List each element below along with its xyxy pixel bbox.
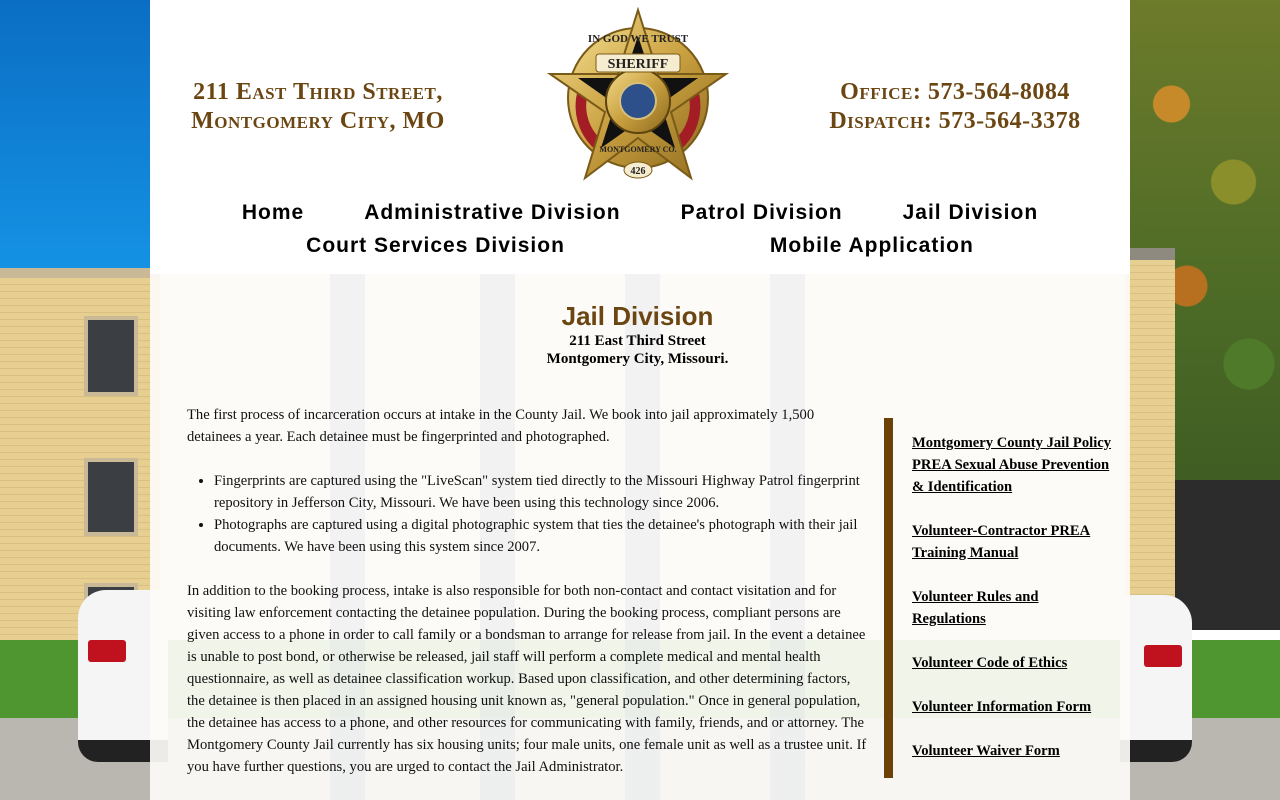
nav-row-2 xyxy=(150,229,1130,262)
nav-mobile-application[interactable]: Mobile Application xyxy=(769,234,974,257)
article-body xyxy=(187,404,867,778)
body-paragraph: In addition to the booking process, intake is also responsible for both non-contact and contact visitation and for visiting law enforcement contacting the detainee population. During the booking process, compliant persons are given access to a phone in order to call family or a bondsman to arrange for release from jail. In the event a detainee is unable to post bond, or otherwise be released, jail staff will perform a complete medical and mental health questionnaire, as well as detainee classification workup. Based upon classification, and other determining factors, the detainee is then placed in an assigned housing unit known as, "general population." Once in general population, the detainee has access to a phone, and other resources for communicating with family, friends, and or attorney. The Montgomery County Jail currently has six housing units; four male units, one female unit as well as a trustee unit. If you have further questions, you are urged to contact the Jail Administrator. xyxy=(187,583,867,775)
patrol-car-right xyxy=(1120,595,1192,762)
page-heading xyxy=(150,300,1125,368)
main-content xyxy=(150,274,1130,800)
link-prea-training-manual[interactable]: Volunteer-Contractor PREA Training Manual xyxy=(912,523,1091,561)
nav-home[interactable]: Home xyxy=(241,201,305,224)
tail-light xyxy=(88,640,126,662)
header-phones xyxy=(810,78,1100,136)
address-line-1: 211 East Third Street, xyxy=(193,79,443,105)
window xyxy=(84,316,138,396)
link-volunteer-rules[interactable]: Volunteer Rules and Regulations xyxy=(912,589,1039,627)
subtitle-city: Montgomery City, Missouri. xyxy=(546,351,729,367)
page-container xyxy=(150,0,1130,800)
list-item: • Fingerprints are captured using the "LiveScan" system tied directly to the Missouri Highway Patrol fingerprint repository in Jefferson City, Missouri. We have been using this technology since 2006. xyxy=(214,470,867,514)
page-title: Jail Division xyxy=(561,301,714,331)
list-item: • Photographs are captured using a digital photographic system that ties the detainee's photograph with their jail documents. We have been using this system since 2007. xyxy=(214,514,867,558)
svg-text:MONTGOMERY CO.: MONTGOMERY CO. xyxy=(599,145,677,154)
nav-row-1 xyxy=(150,196,1130,229)
nav-jail-division[interactable]: Jail Division xyxy=(902,201,1039,224)
office-phone: Office: 573-564-8084 xyxy=(840,79,1070,105)
svg-text:426: 426 xyxy=(630,166,646,177)
link-volunteer-code-of-ethics[interactable]: Volunteer Code of Ethics xyxy=(912,655,1068,671)
main-navigation xyxy=(150,196,1130,262)
document-links-sidebar xyxy=(884,418,1114,778)
svg-text:IN GOD WE TRUST: IN GOD WE TRUST xyxy=(587,33,689,45)
intro-paragraph: The first process of incarceration occurs at intake in the County Jail. We book into jail approximately 1,500 detainees a year. Each detainee must be fingerprinted and photographed. xyxy=(187,407,815,445)
site-header xyxy=(150,0,1130,274)
link-volunteer-waiver-form[interactable]: Volunteer Waiver Form xyxy=(912,743,1060,759)
address-line-2: Montgomery City, MO xyxy=(191,108,445,134)
sheriff-badge-logo[interactable] xyxy=(544,6,732,186)
radio-tower-area xyxy=(1175,480,1280,630)
link-volunteer-information-form[interactable]: Volunteer Information Form xyxy=(912,699,1092,715)
sheriff-star-badge-icon xyxy=(544,6,732,186)
process-list xyxy=(187,470,867,558)
link-prea-policy[interactable]: Montgomery County Jail Policy PREA Sexual Abuse Prevention & Identification xyxy=(912,435,1112,495)
nav-administrative-division[interactable]: Administrative Division xyxy=(364,201,621,224)
dispatch-phone: Dispatch: 573-564-3378 xyxy=(829,108,1081,134)
header-address xyxy=(168,78,468,136)
svg-text:SHERIFF: SHERIFF xyxy=(607,57,669,72)
courthouse-building-right xyxy=(1125,248,1175,650)
tail-light xyxy=(1144,645,1182,667)
window xyxy=(84,458,138,536)
nav-patrol-division[interactable]: Patrol Division xyxy=(680,201,843,224)
subtitle-street: 211 East Third Street xyxy=(569,333,706,349)
nav-court-services-division[interactable]: Court Services Division xyxy=(306,234,565,257)
